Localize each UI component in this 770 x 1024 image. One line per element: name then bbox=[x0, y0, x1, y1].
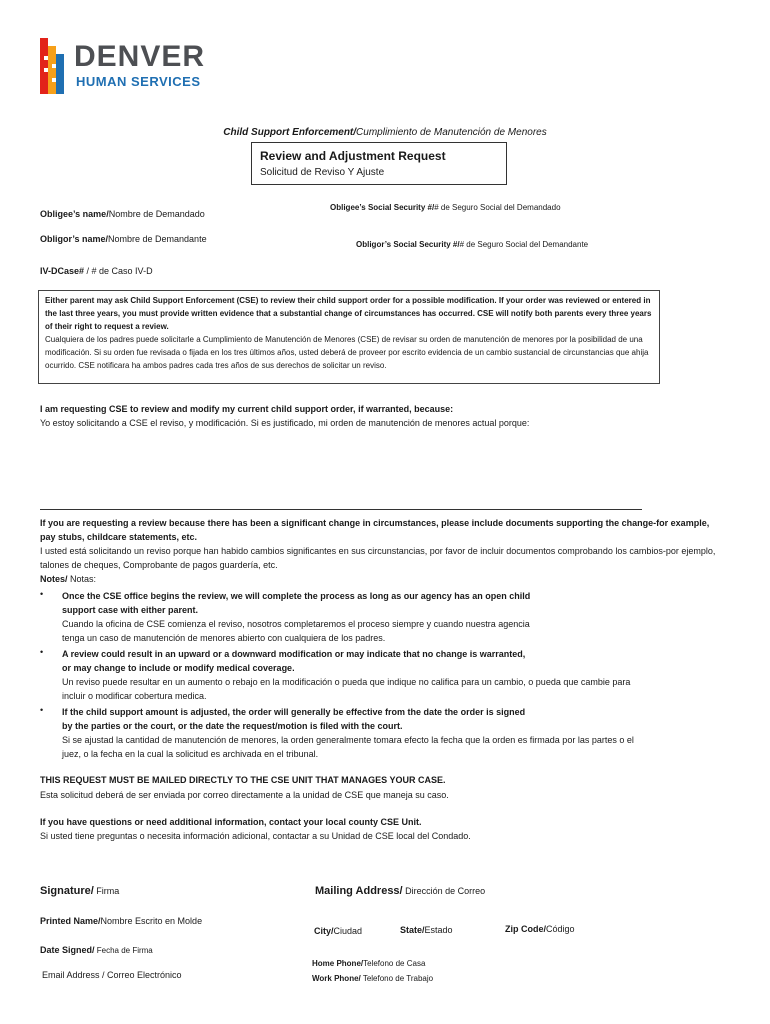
state-field[interactable]: State/Estado bbox=[400, 925, 453, 935]
obligee-name-field[interactable]: Obligee’s name/Nombre de Demandado bbox=[40, 209, 205, 219]
signature-field[interactable]: Signature/ Firma bbox=[40, 885, 120, 897]
title-box bbox=[251, 142, 507, 185]
notice-en: Either parent may ask Child Support Enforcement (CSE) to review their child support order for a possible modification. If your order was reviewed or entered in the last three years, you must provide written evidence that a substantial change of circumstances has occurred. CSE will notify both parents every three years of their right to request a review. bbox=[45, 296, 652, 331]
obligor-ssn-field[interactable]: Obligor’s Social Security #/# de Seguro Social del Demandante bbox=[356, 240, 589, 249]
request-en: I am requesting CSE to review and modify my current child support order, if warranted, because: bbox=[40, 404, 454, 414]
mail-en: THIS REQUEST MUST BE MAILED DIRECTLY TO THE CSE UNIT THAT MANAGES YOUR CASE. bbox=[40, 775, 446, 785]
mailing-address-field[interactable]: Mailing Address/ Dirección de Correo bbox=[315, 885, 486, 897]
change-en: If you are requesting a review because there has been a significant change in circumstances, please include documents supporting the change-for example, pay stubs, childcare statements, etc. bbox=[40, 518, 710, 542]
case-number-field[interactable]: IV-DCase# / # de Caso IV-D bbox=[40, 266, 153, 276]
logo-mark-icon bbox=[40, 38, 64, 94]
form-title: Review and Adjustment Request bbox=[260, 149, 446, 163]
reason-line bbox=[40, 509, 642, 510]
mail-es: Esta solicitud deberá de ser enviada por correo directamente a la unidad de CSE que maneja su caso. bbox=[40, 790, 449, 800]
zip-code-field[interactable]: Zip Code/Código bbox=[505, 924, 575, 934]
questions-es: Si usted tiene preguntas o necesita información adicional, contactar a su Unidad de CSE local del Condado. bbox=[40, 831, 471, 841]
header-es: Cumplimiento de Manutención de Menores bbox=[356, 127, 547, 138]
date-signed-field[interactable]: Date Signed/ Fecha de Firma bbox=[40, 945, 153, 955]
notes-label: Notes/ Notas: bbox=[40, 574, 97, 584]
denver-logo bbox=[40, 38, 220, 94]
bullet-icon: • bbox=[40, 705, 44, 715]
header-en: Child Support Enforcement/ bbox=[223, 127, 357, 138]
home-phone-field[interactable]: Home Phone/Telefono de Casa bbox=[312, 959, 426, 968]
note-item: Once the CSE office begins the review, we will complete the process as long as our agency has an open child support case with either parent. Cuando la oficina de CSE comienza el reviso, nosotros completaremos el proceso siempre y cuando nuestra agencia tenga un caso de manutención de menores abierto con cualquiera de los padres. bbox=[62, 591, 531, 643]
logo-subtitle: HUMAN SERVICES bbox=[76, 74, 201, 89]
department-header bbox=[0, 127, 770, 138]
printed-name-field[interactable]: Printed Name/Nombre Escrito en Molde bbox=[40, 916, 203, 926]
questions-en: If you have questions or need additional information, contact your local county CSE Unit. bbox=[40, 817, 422, 827]
note-item: If the child support amount is adjusted, the order will generally be effective from the date the order is signed by the parties or the court, or the date the request/motion is filed with the court. Si se ajustad la cantidad de manutención de menores, la orden generalmente tomara efecto la fecha que la orden es firmada por las partes o el juez, o la fecha en la cual la solicitud es archivada en el tribunal. bbox=[62, 707, 634, 759]
reason-input-area[interactable] bbox=[40, 432, 660, 506]
notice-es: Cualquiera de los padres puede solicitarle a Cumplimiento de Manutención de Menores (CSE) de revisar su orden de manutención de menores por la posibilidad de una modificación. Si su orden fue revisada o fijada en los tres últimos años, usted deberá de proveer por escrito evidencia de un cambio sustancial de circunstancias que ahija ocurrido. CSE notificara ha ambos padres cada tres años de sus derechos de solicitar un reviso. bbox=[45, 335, 649, 370]
email-address-field[interactable]: Email Address / Correo Electrónico bbox=[42, 970, 182, 980]
work-phone-field[interactable]: Work Phone/ Telefono de Trabajo bbox=[312, 974, 434, 983]
obligee-ssn-field[interactable]: Obligee’s Social Security #/# de Seguro Social del Demandado bbox=[330, 203, 561, 212]
city-field[interactable]: City/Ciudad bbox=[314, 926, 363, 936]
bullet-icon: • bbox=[40, 647, 44, 657]
change-es: I usted está solicitando un reviso porque han habido cambios significantes en sus circunstancias, por favor de incluir documentos comprobando los cambios-por ejemplo, talones de cheques, Comprobante de pagos guardería, etc. bbox=[40, 546, 716, 570]
logo-wordmark: DENVER bbox=[74, 40, 206, 73]
note-item: A review could result in an upward or a downward modification or may indicate that no change is warranted, or may change to include or modify medical coverage. Un reviso puede resultar en un aumento o rebajo en la modificación o pueda que indique no califica para un cambio, o pueda que cambie para incluir o modificar cobertura medica. bbox=[62, 649, 631, 701]
form-subtitle: Solicitud de Reviso Y Ajuste bbox=[260, 167, 385, 178]
bullet-icon: • bbox=[40, 589, 44, 599]
request-es: Yo estoy solicitando a CSE el reviso, y modificación. Si es justificado, mi orden de manutención de menores actual porque: bbox=[40, 418, 530, 428]
obligor-name-field[interactable]: Obligor’s name/Nombre de Demandante bbox=[40, 234, 207, 244]
notice-box bbox=[38, 290, 660, 384]
